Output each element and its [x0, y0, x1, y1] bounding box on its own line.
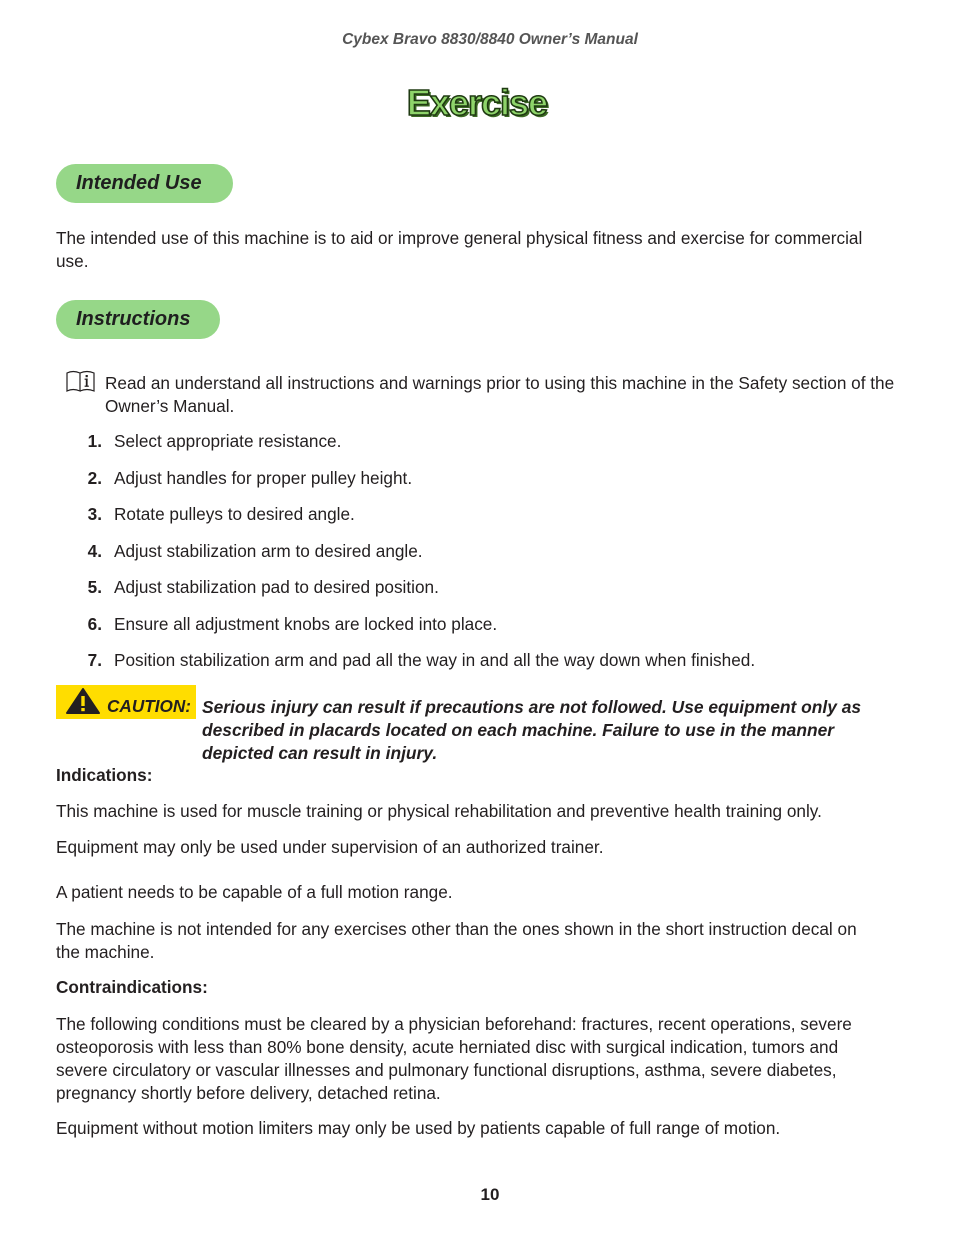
- step-number: 7.: [87, 650, 102, 670]
- step-number: 5.: [87, 577, 102, 597]
- step-text: Adjust stabilization pad to desired position.: [114, 577, 439, 597]
- step-text: Adjust handles for proper pulley height.: [114, 468, 413, 488]
- indications-paragraph: Equipment may only be used under supervision of an authorized trainer.: [56, 837, 604, 857]
- contraindications-heading: Contraindications:: [56, 977, 208, 997]
- contraindications-paragraph: The following conditions must be cleared by a physician beforehand: fractures, recent operations, severe osteoporosis with less than 80% bone density, acute herniated disc with surgical indication, tumors and severe circulatory or vascular illnesses and pulmonary functional disruptions, asthma, severe diabetes, pregnancy shortly before delivery, detached retina.: [56, 1014, 852, 1103]
- step-number: 6.: [87, 614, 102, 634]
- indications-heading: Indications:: [56, 765, 153, 785]
- contraindications-paragraph: Equipment without motion limiters may only be used by patients capable of full range of motion.: [56, 1118, 781, 1138]
- instructions-note: Read an understand all instructions and warnings prior to using this machine in the Safety section of the Owner’s Manual.: [105, 373, 895, 416]
- section-heading-intended-use: Intended Use: [56, 164, 233, 203]
- page-title: Exercise: [406, 82, 548, 123]
- indications-paragraph: A patient needs to be capable of a full motion range.: [56, 882, 453, 902]
- step-text: Adjust stabilization arm to desired angle.: [114, 541, 423, 561]
- manual-title: Cybex Bravo 8830/8840 Owner’s Manual: [342, 31, 638, 48]
- step-number: 4.: [87, 541, 102, 561]
- step-text: Rotate pulleys to desired angle.: [114, 504, 355, 524]
- section-heading-instructions: Instructions: [56, 300, 220, 339]
- caution-text: Serious injury can result if precautions are not followed. Use equipment only as described in placards located on each machine. Failure to use in the manner depicted can result in injury.: [202, 697, 862, 763]
- manual-info-icon: [66, 370, 96, 392]
- step-text: Select appropriate resistance.: [114, 431, 342, 451]
- step-number: 1.: [87, 431, 102, 451]
- intended-use-text: The intended use of this machine is to aid or improve general physical fitness and exercise for commercial use.: [56, 228, 863, 271]
- indications-paragraph: The machine is not intended for any exercises other than the ones shown in the short instruction decal on the machine.: [56, 919, 857, 962]
- step-number: 2.: [87, 468, 102, 488]
- step-text: Ensure all adjustment knobs are locked into place.: [114, 614, 498, 634]
- step-number: 3.: [87, 504, 102, 524]
- step-text: Position stabilization arm and pad all the way in and all the way down when finished.: [114, 650, 756, 670]
- caution-label: CAUTION:: [107, 696, 192, 716]
- warning-triangle-icon: [65, 687, 101, 715]
- indications-paragraph: This machine is used for muscle training or physical rehabilitation and preventive health training only.: [56, 801, 822, 821]
- page-number: 10: [480, 1185, 500, 1204]
